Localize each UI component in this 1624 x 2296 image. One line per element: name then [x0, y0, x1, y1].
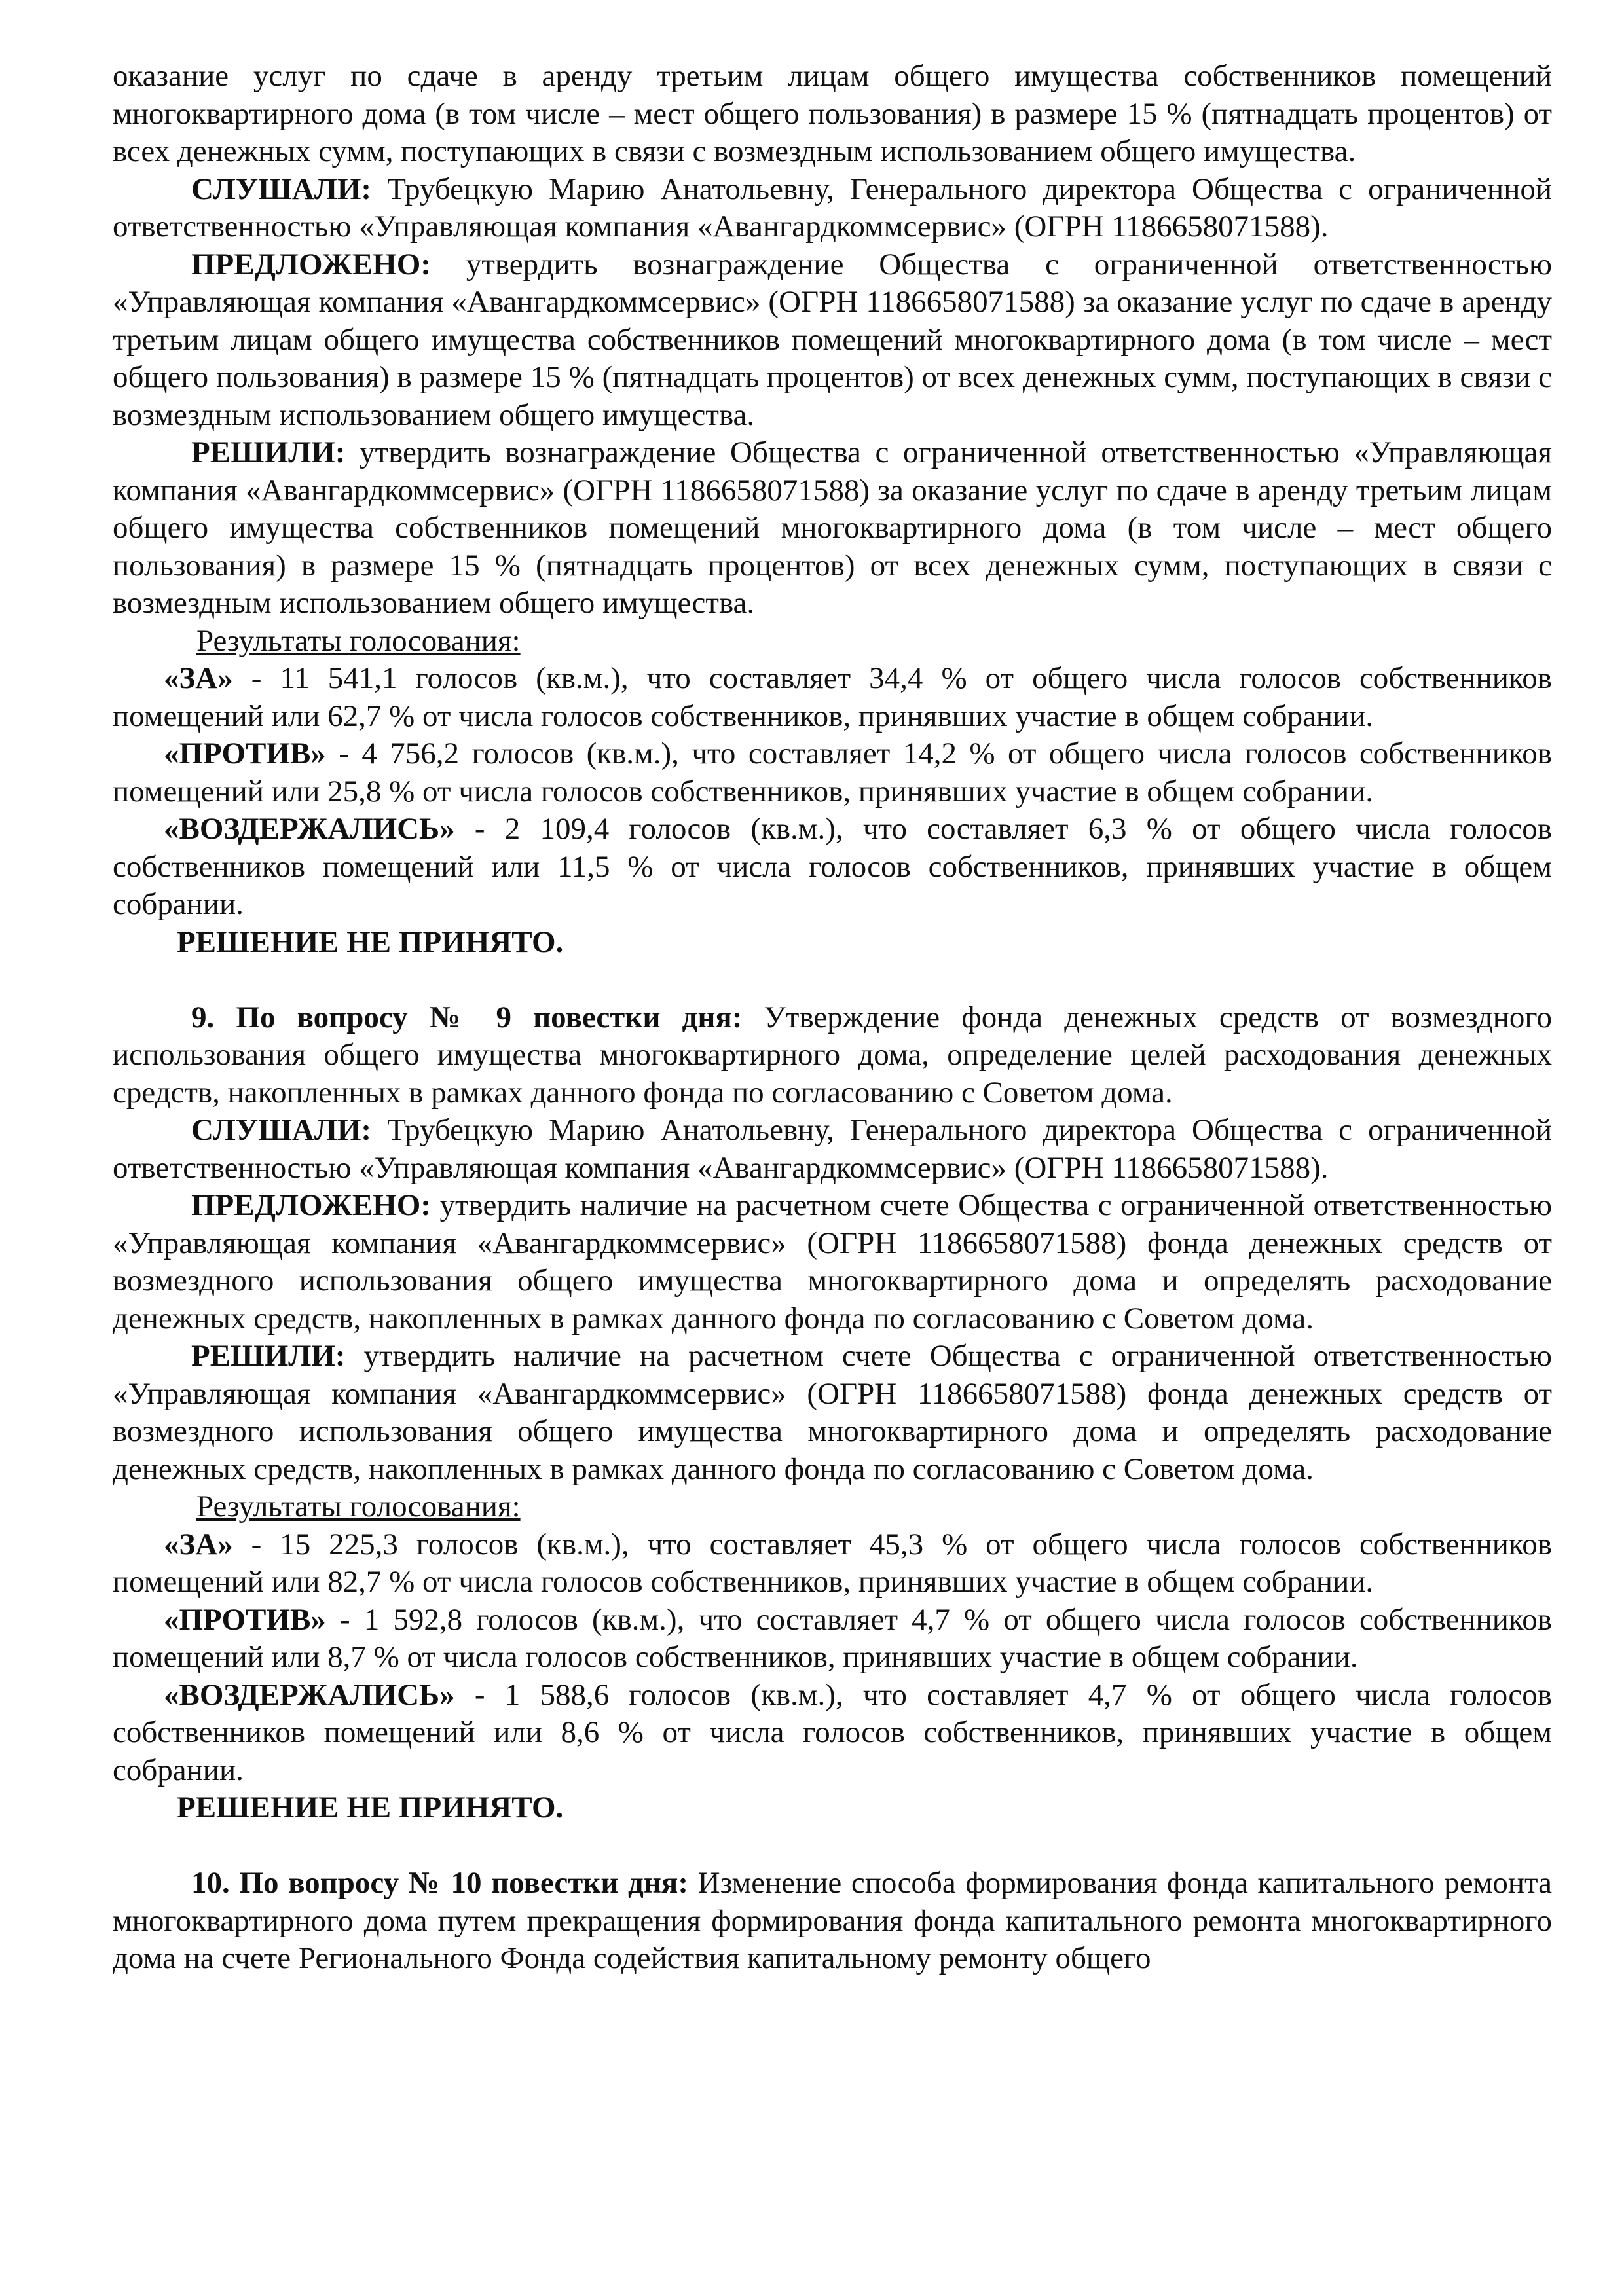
item8-abstain-text: - 2 109,4 голосов (кв.м.), что составляет 6,3 % от общего числа голосов собственников помещений или 11,5 % от числа голосов собственников, принявших участие в общем собрании. [113, 812, 1552, 921]
item8-heard-paragraph [113, 171, 1552, 246]
item8-for-paragraph [113, 660, 1552, 735]
item8-abstain-paragraph [113, 811, 1552, 924]
item9-decided-text: утвердить наличие на расчетном счете Общества с ограниченной ответственностью «Управляющая компания «Авангардкоммсервис» (ОГРН 1186658071588) фонда денежных средств от возмездного использования общего имущества многоквартирного дома и определять расходование денежных средств, накопленных в рамках данного фонда по согласованию с Советом дома. [113, 1339, 1552, 1486]
document-page [113, 58, 1552, 1978]
item8-proposed-text: утвердить вознаграждение Общества с ограниченной ответственностью «Управляющая компания «Авангардкоммсервис» (ОГРН 1186658071588) за оказание услуг по сдаче в аренду третьим лицам общего имущества собственников помещений многоквартирного дома (в том числе – мест общего пользования) в размере 15 % (пятнадцать процентов) от всех денежных сумм, поступающих в связи с возмездным использованием общего имущества. [113, 247, 1552, 432]
item8-decision: РЕШЕНИЕ НЕ ПРИНЯТО. [177, 924, 564, 959]
item8-against-text: - 4 756,2 голосов (кв.м.), что составляет 14,2 % от общего числа голосов собственников помещений или 25,8 % от числа голосов собственников, принявших участие в общем собрании. [113, 737, 1552, 809]
item9-proposed-text: утвердить наличие на расчетном счете Общества с ограниченной ответственностью «Управляющая компания «Авангардкоммсервис» (ОГРН 1186658071588) фонда денежных средств от возмездного использования общего имущества многоквартирного дома и определять расходование денежных средств, накопленных в рамках данного фонда по согласованию с Советом дома. [113, 1188, 1552, 1336]
item8-proposed-label: ПРЕДЛОЖЕНО: [191, 247, 431, 282]
item9-abstain-label: «ВОЗДЕРЖАЛИСЬ» [164, 1677, 455, 1712]
item9-against-paragraph [113, 1601, 1552, 1677]
item9-results-heading: Результаты голосования: [196, 1489, 521, 1523]
item8-decided-paragraph [113, 434, 1552, 623]
item9-agenda-text: Утверждение фонда денежных средств от возмездного использования общего имущества многоквартирного дома, определение целей расходования денежных средств, накопленных в рамках данного фонда по согласованию с Советом дома. [113, 1000, 1553, 1110]
item9-against-label: «ПРОТИВ» [164, 1602, 326, 1637]
item10-number: 10. [191, 1866, 230, 1900]
item9-abstain-paragraph [113, 1677, 1552, 1790]
item9-decided-label: РЕШИЛИ: [191, 1339, 346, 1373]
item9-proposed-label: ПРЕДЛОЖЕНО: [191, 1188, 431, 1222]
item8-abstain-label: «ВОЗДЕРЖАЛИСЬ» [164, 812, 455, 846]
item9-abstain-text: - 1 588,6 голосов (кв.м.), что составляет 4,7 % от общего числа голосов собственников помещений или 8,6 % от числа голосов собственников, принявших участие в общем собрании. [113, 1677, 1552, 1787]
item8-results-heading: Результаты голосования: [196, 623, 521, 658]
item9-heard-text: Трубецкую Марию Анатольевну, Генерального директора Общества с ограниченной ответственностью «Управляющая компания «Авангардкоммсервис» (ОГРН 1186658071588). [113, 1113, 1552, 1185]
item8-against-label: «ПРОТИВ» [164, 737, 326, 771]
item8-for-text: - 11 541,1 голосов (кв.м.), что составляет 34,4 % от общего числа голосов собственников помещений или 62,7 % от числа голосов собственников, принявших участие в общем собрании. [113, 661, 1552, 733]
spacer [113, 1827, 1552, 1865]
item8-decided-label: РЕШИЛИ: [191, 435, 346, 469]
item9-heard-label: СЛУШАЛИ: [191, 1113, 372, 1147]
item8-against-paragraph [113, 735, 1552, 811]
item9-agenda-label: По вопросу № 9 повестки дня: [236, 1000, 743, 1034]
item10-agenda-text: Изменение способа формирования фонда капитального ремонта многоквартирного дома путем прекращения формирования фонда капитального ремонта многоквартирного дома на счете Регионального Фонда содействия капитальному ремонту общего [113, 1866, 1553, 1975]
item10-agenda-label: По вопросу № 10 повестки дня: [239, 1866, 688, 1900]
item9-agenda-paragraph [113, 999, 1552, 1112]
item9-heard-paragraph [113, 1112, 1552, 1187]
item8-heard-text: Трубецкую Марию Анатольевну, Генерального директора Общества с ограниченной ответственностью «Управляющая компания «Авангардкоммсервис» (ОГРН 1186658071588). [113, 172, 1552, 244]
item9-decision: РЕШЕНИЕ НЕ ПРИНЯТО. [177, 1791, 564, 1825]
item10-agenda-paragraph [113, 1865, 1552, 1978]
item8-decided-text: утвердить вознаграждение Общества с ограниченной ответственностью «Управляющая компания «Авангардкоммсервис» (ОГРН 1186658071588) за оказание услуг по сдаче в аренду третьим лицам общего имущества собственников помещений многоквартирного дома (в том числе – мест общего пользования) в размере 15 % (пятнадцать процентов) от всех денежных сумм, поступающих в связи с возмездным использованием общего имущества. [113, 435, 1552, 620]
item9-against-text: - 1 592,8 голосов (кв.м.), что составляет 4,7 % от общего числа голосов собственников помещений или 8,7 % от числа голосов собственников, принявших участие в общем собрании. [113, 1602, 1552, 1674]
spacer [113, 961, 1552, 999]
item8-heard-label: СЛУШАЛИ: [191, 172, 372, 206]
item9-for-paragraph [113, 1526, 1552, 1601]
item9-proposed-paragraph [113, 1187, 1552, 1338]
item9-number: 9. [191, 1000, 215, 1034]
intro-paragraph: оказание услуг по сдаче в аренду третьим лицам общего имущества собственников помещений многоквартирного дома (в том числе – мест общего пользования) в размере 15 % (пятнадцать процентов) от всех денежных сумм, поступающих в связи с возмездным использованием общего имущества. [113, 59, 1552, 168]
item8-proposed-paragraph [113, 246, 1552, 435]
item9-for-label: «ЗА» [164, 1527, 233, 1561]
item8-for-label: «ЗА» [164, 661, 233, 695]
item9-for-text: - 15 225,3 голосов (кв.м.), что составляет 45,3 % от общего числа голосов собственников помещений или 82,7 % от числа голосов собственников, принявших участие в общем собрании. [113, 1527, 1552, 1599]
item9-decided-paragraph [113, 1338, 1552, 1488]
